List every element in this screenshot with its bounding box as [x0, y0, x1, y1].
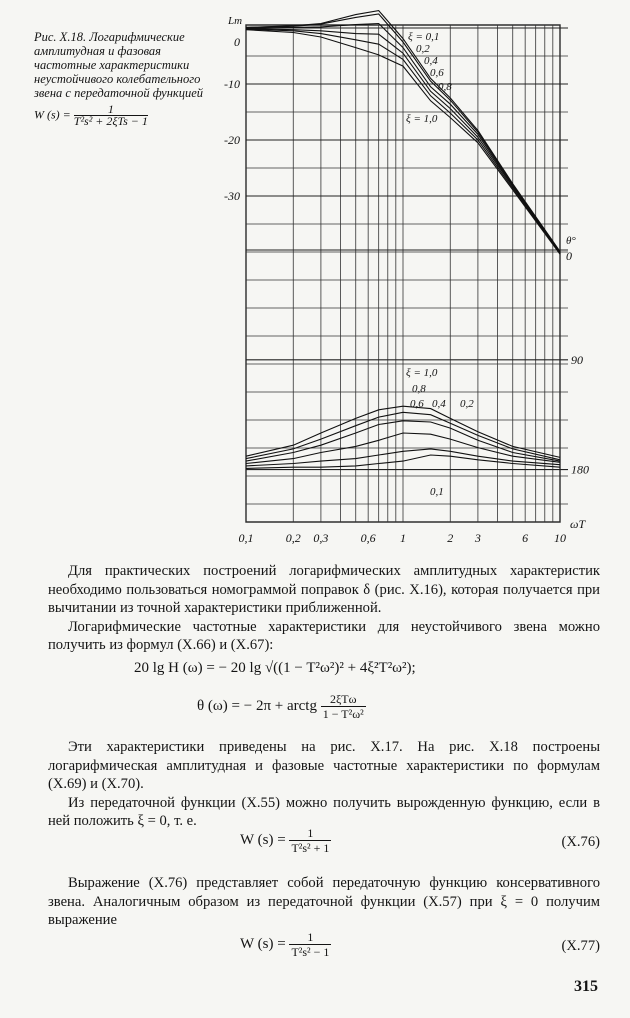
amplitude-axis-label: Lm — [228, 15, 243, 27]
equation-phase-fraction — [321, 692, 366, 721]
amplitude-xi-label: 0,6 — [430, 67, 444, 79]
caption-formula-numerator: 1 — [74, 104, 148, 116]
x-tick-label: 0,3 — [313, 531, 329, 545]
equation-phase-denominator: 1 − T²ω² — [322, 707, 364, 721]
equation-amplitude: 20 lg H (ω) = − 20 lg √((1 − T²ω²)² + 4ξ²T²ω²); — [134, 660, 416, 676]
phase-xi-label: ξ = 1,0 — [406, 367, 438, 379]
phase-xi-label: 0,8 — [412, 383, 426, 395]
phase-axis-label: θ° — [566, 235, 576, 247]
equation-number-x77: (X.77) — [561, 938, 600, 954]
equation-x77-fraction — [289, 930, 331, 959]
amplitude-tick-label: -30 — [224, 189, 240, 203]
equation-phase — [197, 692, 366, 721]
phase-tick-label: 90 — [571, 352, 583, 367]
x-tick-label: 1 — [400, 531, 406, 545]
caption-title: Рис. X.18. Логарифмические амплитудная и фазовая частотные характеристики неустойчивого колебательного звена с передаточной функцией — [34, 30, 204, 100]
x-tick-label: 0,6 — [360, 531, 376, 545]
chart-grid — [246, 25, 568, 522]
page-number: 315 — [574, 978, 598, 995]
phase-tick-label: 0 — [566, 249, 572, 263]
paragraph-3: Эти характеристики приведены на рис. X.17. На рис. X.18 построены логарифмическая амплитудная и фазовые частотные характеристики по формулам (X.69) и (X.70). — [48, 739, 600, 792]
x-tick-label: 0,1 — [238, 531, 254, 545]
caption-formula-denominator: T²s² + 2ξTs − 1 — [73, 114, 148, 128]
text-block-2 — [48, 738, 600, 831]
x-tick-label: 6 — [522, 531, 529, 545]
amplitude-xi-label: 0,4 — [424, 55, 438, 67]
equation-x77 — [240, 930, 331, 959]
equation-x77-lhs: W (s) = — [240, 935, 286, 952]
amplitude-tick-label: 0 — [234, 35, 240, 49]
x-tick-label: 10 — [554, 531, 566, 545]
x-tick-label: 2 — [447, 531, 454, 545]
paragraph-5: Выражение (X.76) представляет собой передаточную функцию консервативного звена. Аналогичным образом из передаточной функции (X.57) при ξ = 0 получим выражение — [48, 875, 600, 928]
equation-phase-lhs: θ (ω) = − 2π + arctg — [197, 697, 317, 714]
equation-x76-denominator: T²s² + 1 — [291, 841, 330, 855]
phase-tick-label: 180 — [571, 462, 589, 477]
equation-x77-numerator: 1 — [289, 930, 331, 945]
equation-x76-numerator: 1 — [289, 826, 331, 841]
amplitude-xi-label: ξ = 0,1 — [408, 31, 440, 43]
x-tick-label: 0,2 — [285, 531, 301, 545]
amplitude-xi-label: 0,2 — [416, 43, 430, 55]
equation-x77-denominator: T²s² − 1 — [291, 945, 330, 959]
amplitude-xi-label: 0,8 — [438, 81, 452, 93]
phase-xi-label: 0,4 — [432, 398, 446, 410]
paragraph-4: Из передаточной функции (X.55) можно получить вырожденную функцию, если в ней положить ξ = 0, т. е. — [48, 794, 600, 829]
x-axis-label: ωT — [570, 517, 586, 531]
equation-x76-lhs: W (s) = — [240, 831, 286, 848]
x-tick-label: 3 — [474, 531, 481, 545]
paragraph-1: Для практических построений логарифмических амплитудных характеристик необходимо пользоваться номограммой поправок δ (рис. X.16), которая получается при вычитании из точной характеристики приближенной. — [48, 563, 600, 616]
amplitude-tick-label: -10 — [224, 77, 240, 91]
phase-xi-label: 0,1 — [430, 486, 444, 498]
equation-number-x76: (X.76) — [561, 834, 600, 850]
caption-formula-lhs: W (s) = — [34, 107, 71, 122]
amplitude-tick-label: -20 — [224, 133, 240, 147]
phase-xi-label: 0,2 — [460, 398, 474, 410]
amplitude-xi-label: ξ = 1,0 — [406, 113, 438, 125]
text-block-1 — [48, 562, 600, 655]
text-block-3 — [48, 874, 600, 930]
equation-phase-numerator: 2ξTω — [321, 692, 366, 707]
phase-xi-label: 0,6 — [410, 398, 424, 410]
equation-x76-fraction — [289, 826, 331, 855]
paragraph-2: Логарифмические частотные характеристики для неустойчивого звена можно получить из формул (X.66) и (X.67): — [48, 618, 600, 653]
equation-x76 — [240, 826, 331, 855]
